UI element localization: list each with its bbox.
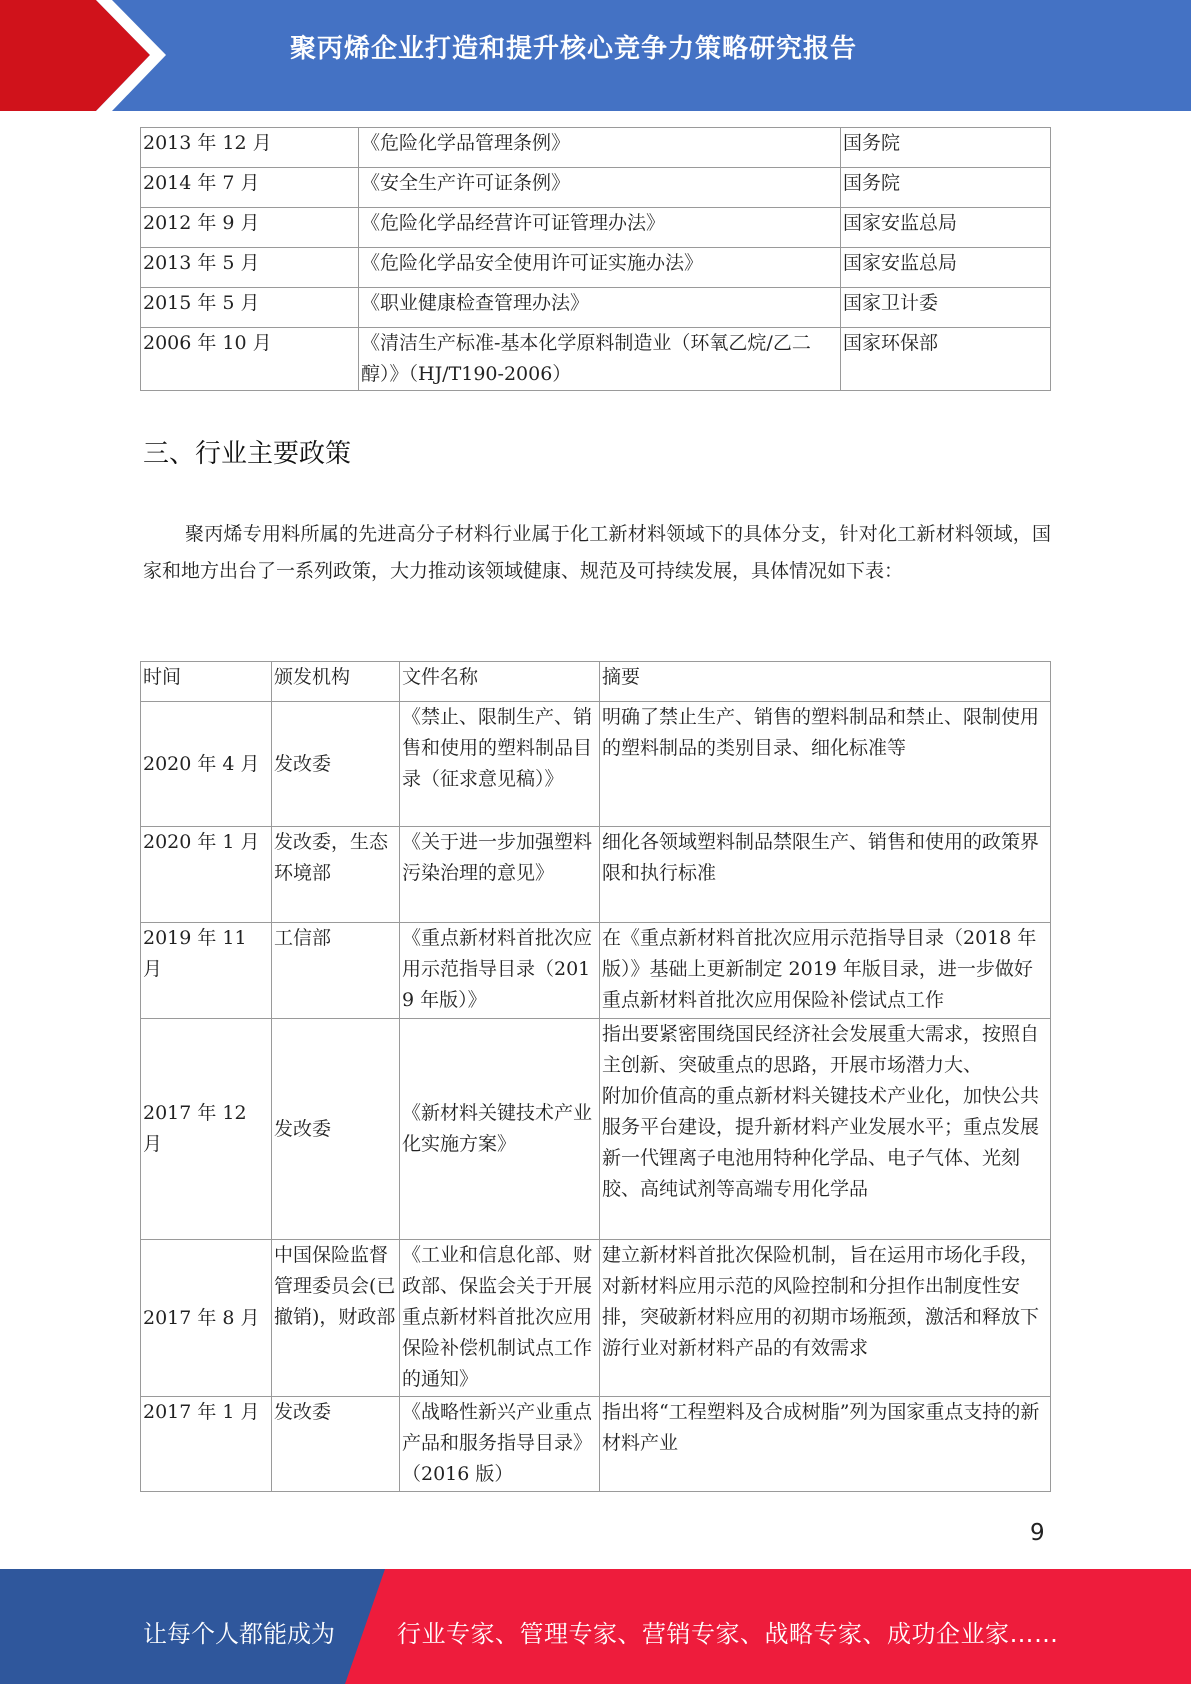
policy-agency: 发改委 [272, 702, 400, 827]
table-header-row [141, 662, 1051, 702]
reg-date: 2013 年 12 月 [141, 128, 359, 168]
policy-doc: 《关于进一步加强塑料污染治理的意见》 [400, 827, 600, 923]
policy-agency: 发改委 [272, 1397, 400, 1492]
column-header: 摘要 [600, 662, 1051, 702]
policy-time: 2020 年 4 月 [141, 702, 272, 827]
reg-issuer: 国务院 [841, 168, 1051, 208]
policy-summary: 明确了禁止生产、销售的塑料制品和禁止、限制使用的塑料制品的类别目录、细化标准等 [600, 702, 1051, 827]
reg-date: 2015 年 5 月 [141, 288, 359, 328]
policy-time: 2020 年 1 月 [141, 827, 272, 923]
reg-issuer: 国家环保部 [841, 328, 1051, 391]
policy-doc: 《工业和信息化部、财政部、保监会关于开展重点新材料首批次应用保险补偿机制试点工作的通知》 [400, 1240, 600, 1397]
reg-issuer: 国家安监总局 [841, 208, 1051, 248]
column-header: 时间 [141, 662, 272, 702]
policy-time: 2017 年 12 月 [141, 1019, 272, 1240]
reg-name: 《职业健康检查管理办法》 [359, 288, 841, 328]
regulations-table [140, 127, 1051, 391]
section-heading: 三、行业主要政策 [143, 439, 352, 469]
reg-name: 《安全生产许可证条例》 [359, 168, 841, 208]
policy-agency: 发改委，生态 环境部 [272, 827, 400, 923]
policy-agency: 中国保险监督管理委员会(已撤销)，财政部 [272, 1240, 400, 1397]
footer-slogan-left: 让每个人都能成为 [143, 1620, 335, 1648]
table-row [141, 288, 1051, 328]
reg-name: 《危险化学品安全使用许可证实施办法》 [359, 248, 841, 288]
policy-summary: 指出将“工程塑料及合成树脂”列为国家重点支持的新材料产业 [600, 1397, 1051, 1492]
reg-name: 《危险化学品管理条例》 [359, 128, 841, 168]
column-header: 文件名称 [400, 662, 600, 702]
policy-summary: 指出要紧密围绕国民经济社会发展重大需求，按照自主创新、突破重点的思路，开展市场潜力大、 附加价值高的重点新材料关键技术产业化，加快公共服务平台建设，提升新材料产业发展水平；重点发展新一代锂离子电池用特种化学品、电子气体、光刻胶、高纯试剂等高端专用化学品 [600, 1019, 1051, 1240]
policy-summary: 建立新材料首批次保险机制，旨在运用市场化手段，对新材料应用示范的风险控制和分担作出制度性安排，突破新材料应用的初期市场瓶颈，激活和释放下游行业对新材料产品的有效需求 [600, 1240, 1051, 1397]
table-row [141, 1019, 1051, 1240]
policy-table [140, 661, 1051, 1492]
reg-date: 2013 年 5 月 [141, 248, 359, 288]
table-row [141, 827, 1051, 923]
column-header: 颁发机构 [272, 662, 400, 702]
page-header [0, 0, 1191, 111]
policy-summary: 细化各领域塑料制品禁限生产、销售和使用的政策界限和执行标准 [600, 827, 1051, 923]
policy-agency: 发改委 [272, 1019, 400, 1240]
intro-paragraph: 聚丙烯专用料所属的先进高分子材料行业属于化工新材料领域下的具体分支，针对化工新材料领域，国家和地方出台了一系列政策，大力推动该领域健康、规范及可持续发展，具体情况如下表： [143, 523, 1051, 582]
reg-issuer: 国家卫计委 [841, 288, 1051, 328]
reg-issuer: 国务院 [841, 128, 1051, 168]
table-row [141, 128, 1051, 168]
page-footer [0, 1569, 1191, 1684]
page-number: 9 [1030, 1520, 1045, 1546]
policy-summary: 在《重点新材料首批次应用示范指导目录（2018 年版）》基础上更新制定 2019 年版目录，进一步做好重点新材料首批次应用保险补偿试点工作 [600, 923, 1051, 1019]
table-row [141, 1240, 1051, 1397]
reg-date: 2006 年 10 月 [141, 328, 359, 391]
policy-agency: 工信部 [272, 923, 400, 1019]
reg-date: 2014 年 7 月 [141, 168, 359, 208]
reg-date: 2012 年 9 月 [141, 208, 359, 248]
policy-time: 2017 年 8 月 [141, 1240, 272, 1397]
table-row [141, 923, 1051, 1019]
document-title: 聚丙烯企业打造和提升核心竞争力策略研究报告 [290, 34, 858, 64]
table-row [141, 168, 1051, 208]
table-row [141, 702, 1051, 827]
table-row [141, 328, 1051, 391]
policy-time: 2019 年 11 月 [141, 923, 272, 1019]
footer-slogan-right: 行业专家、管理专家、营销专家、战略专家、成功企业家…… [397, 1620, 1059, 1648]
reg-name: 《清洁生产标准-基本化学原料制造业（环氧乙烷/乙二醇）》（HJ/T190-2006） [359, 328, 841, 391]
reg-issuer: 国家安监总局 [841, 248, 1051, 288]
policy-doc: 《禁止、限制生产、销售和使用的塑料制品目录（征求意见稿）》 [400, 702, 600, 827]
policy-doc: 《新材料关键技术产业化实施方案》 [400, 1019, 600, 1240]
policy-doc: 《重点新材料首批次应用示范指导目录（2019 年版）》 [400, 923, 600, 1019]
reg-name: 《危险化学品经营许可证管理办法》 [359, 208, 841, 248]
policy-doc: 《战略性新兴产业重点产品和服务指导目录》（2016 版） [400, 1397, 600, 1492]
table-row [141, 208, 1051, 248]
table-row [141, 248, 1051, 288]
table-row [141, 1397, 1051, 1492]
policy-time: 2017 年 1 月 [141, 1397, 272, 1492]
